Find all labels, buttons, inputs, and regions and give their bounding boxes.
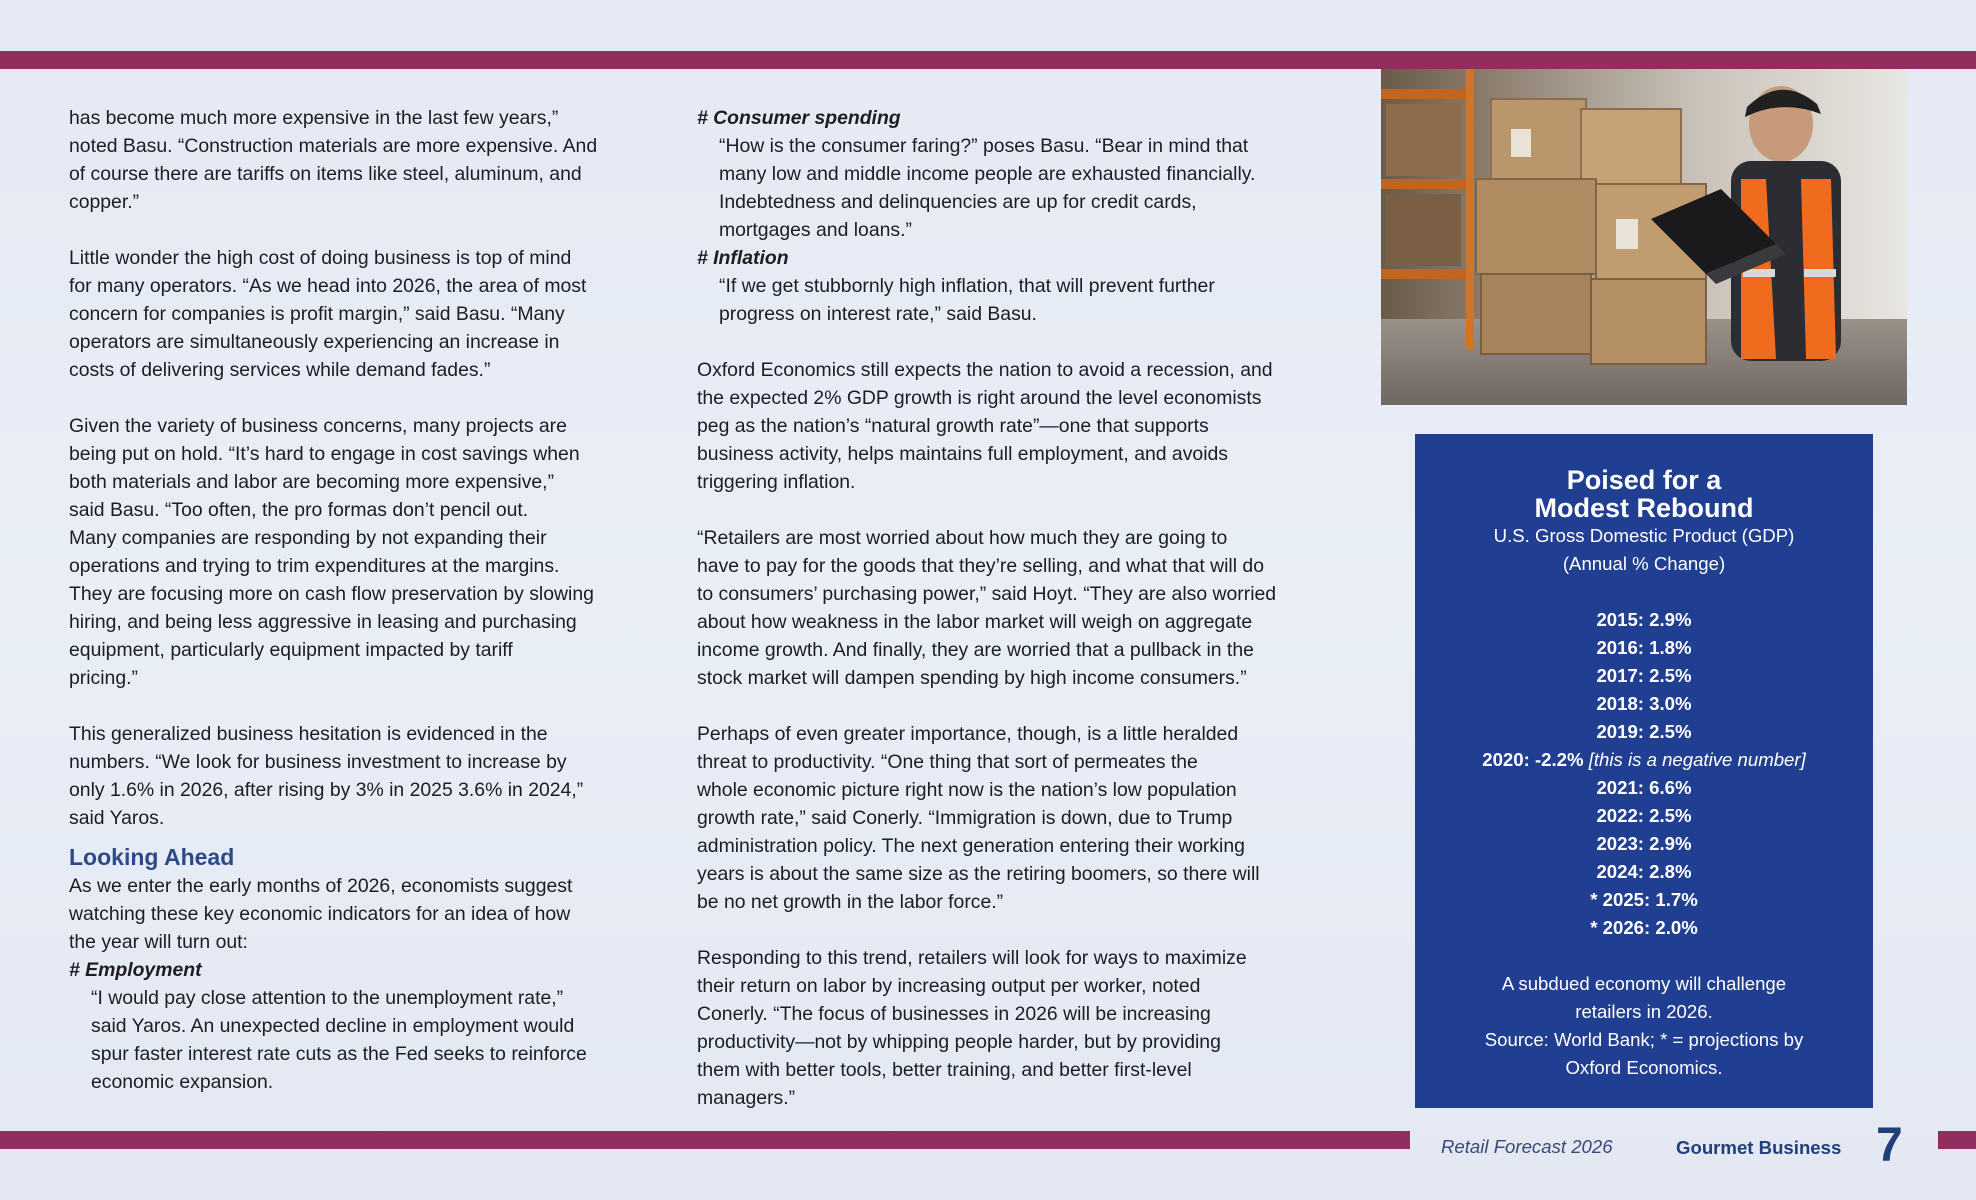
- bottom-accent-bar-right: [1938, 1131, 1976, 1149]
- warehouse-worker-photo: [1381, 69, 1907, 405]
- page-number: 7: [1876, 1119, 1903, 1172]
- section-heading: Looking Ahead: [69, 844, 235, 870]
- sidebar-title: Poised for a Modest Rebound: [1534, 465, 1754, 523]
- article-column-2: [697, 104, 1347, 1112]
- paragraph: “Retailers are most worried about how much they are going to have to pay for the goods that they’re selling, and what that will do to consumers’ purchasing power,” said Hoyt. “They are also worried about how weakness in the labor market will weigh on aggregate income growth. And finally, they are worried that a pullback in the stock market will dampen spending by high income consumers.”: [697, 527, 1277, 689]
- article-column-1: [69, 104, 669, 1096]
- paragraph: “How is the consumer faring?” poses Basu. “Bear in mind that many low and middle income people are exhausted financially. Indebtedness and delinquencies are up for credit cards, mortgages and loans.”: [719, 135, 1256, 241]
- gdp-row-2026: * 2026: 2.0%: [1590, 917, 1698, 938]
- gdp-row-2023: 2023: 2.9%: [1596, 833, 1692, 854]
- paragraph: Little wonder the high cost of doing business is top of mind for many operators. “As we head into 2026, the area of most concern for companies is profit margin,” said Basu. “Many operators are simultaneously experiencing an increase in costs of delivering services while demand fades.”: [69, 247, 587, 381]
- gdp-row-2019: 2019: 2.5%: [1596, 721, 1692, 742]
- paragraph: This generalized business hesitation is evidenced in the numbers. “We look for business investment to increase by only 1.6% in 2026, after rising by 3% in 2025 3.6% in 2024,” said Yaros.: [69, 723, 584, 829]
- top-accent-bar: [0, 51, 1976, 69]
- footer-issue-title: Retail Forecast 2026: [1441, 1136, 1613, 1157]
- footer-publication: Gourmet Business: [1676, 1137, 1842, 1158]
- sidebar-subtitle: U.S. Gross Domestic Product (GDP) (Annual % Change): [1493, 525, 1795, 574]
- paragraph: has become much more expensive in the last few years,” noted Basu. “Construction materials are more expensive. And of course there are tariffs on items like steel, aluminum, and copper.”: [69, 107, 598, 213]
- paragraph: Oxford Economics still expects the nation to avoid a recession, and the expected 2% GDP growth is right around the level economists peg as the nation’s “natural growth rate”—one that supports business activity, helps maintains full employment, and avoids triggering inflation.: [697, 359, 1273, 493]
- paragraph: “If we get stubbornly high inflation, that will prevent further progress on interest rate,” said Basu.: [719, 275, 1215, 325]
- gdp-row-2015: 2015: 2.9%: [1596, 609, 1692, 630]
- bottom-accent-bar: [0, 1131, 1410, 1149]
- gdp-row-2016: 2016: 1.8%: [1596, 637, 1692, 658]
- paragraph: As we enter the early months of 2026, economists suggest watching these key economic indicators for an idea of how the year will turn out:: [69, 875, 573, 953]
- subhead-consumer-spending: # Consumer spending: [697, 107, 901, 129]
- subhead-inflation: # Inflation: [697, 247, 789, 269]
- negative-note: [this is a negative number]: [1588, 749, 1806, 770]
- gdp-row-2022: 2022: 2.5%: [1596, 805, 1692, 826]
- gdp-row-2018: 2018: 3.0%: [1596, 693, 1692, 714]
- gdp-row-2020: 2020: -2.2% [this is a negative number]: [1482, 749, 1806, 770]
- gdp-row-2017: 2017: 2.5%: [1596, 665, 1692, 686]
- gdp-row-2024: 2024: 2.8%: [1596, 861, 1692, 882]
- paragraph: Responding to this trend, retailers will look for ways to maximize their return on labor by increasing output per worker, noted Conerly. “The focus of businesses in 2026 will be increasing productivity—not by whipping people harder, but by providing them with better tools, better training, and better first-level managers.”: [697, 947, 1247, 1109]
- paragraph: Perhaps of even greater importance, though, is a little heralded threat to productivity. “One thing that sort of permeates the whole economic picture right now is the nation’s low population growth rate,” said Conerly. “Immigration is down, due to Trump administration policy. The next generation entering their working years is about the same size as the retiring boomers, so there will be no net growth in the labor force.”: [697, 723, 1260, 913]
- sidebar-caption: A subdued economy will challenge retailers in 2026. Source: World Bank; * = projections by Oxford Economics.: [1484, 973, 1804, 1078]
- paragraph: Given the variety of business concerns, many projects are being put on hold. “It’s hard to engage in cost savings when both materials and labor are becoming more expensive,” said Basu. “Too often, the pro formas don’t pencil out. Many companies are responding by not expanding their operations and trying to trim expenditures at the margins. They are focusing more on cash flow preservation by slowing hiring, and being less aggressive in leasing and purchasing equipment, particularly equipment impacted by tariff pricing.”: [69, 415, 594, 689]
- gdp-row-2025: * 2025: 1.7%: [1590, 889, 1698, 910]
- gdp-row-2021: 2021: 6.6%: [1596, 777, 1692, 798]
- subhead-employment: # Employment: [69, 959, 202, 981]
- paragraph: “I would pay close attention to the unemployment rate,” said Yaros. An unexpected decline in employment would spur faster interest rate cuts as the Fed seeks to reinforce economic expansion.: [91, 987, 587, 1093]
- gdp-sidebar: [1415, 434, 1873, 1108]
